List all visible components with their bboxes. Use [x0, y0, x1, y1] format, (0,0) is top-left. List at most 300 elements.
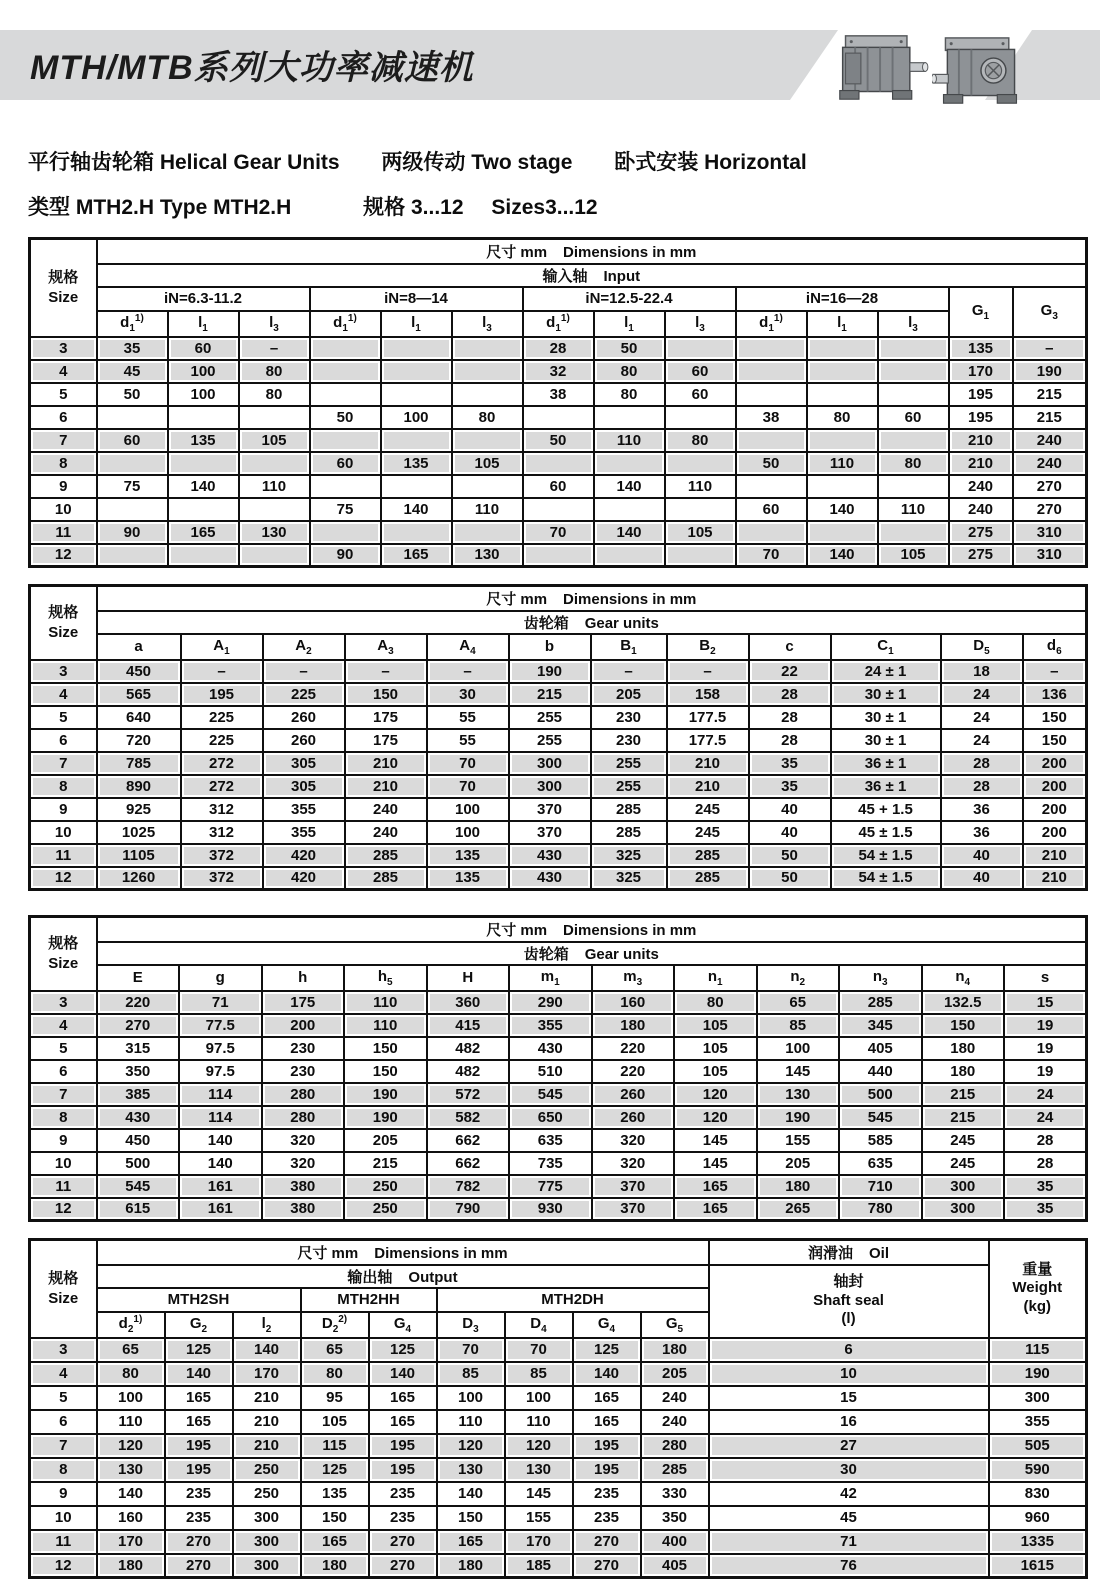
seal-value-cell: 16: [709, 1410, 989, 1434]
size-cell: 3: [30, 991, 97, 1014]
value-cell: 240: [641, 1386, 709, 1410]
value-cell: 210: [1023, 867, 1087, 890]
value-cell: 80: [452, 406, 523, 429]
value-cell: 275: [949, 521, 1013, 544]
value-cell: 150: [301, 1506, 369, 1530]
oil-header: [709, 1240, 989, 1265]
value-cell: 54 ± 1.5: [831, 844, 941, 867]
value-cell: 355: [263, 821, 345, 844]
value-cell: 220: [97, 991, 180, 1014]
value-cell: 215: [1013, 406, 1087, 429]
value-cell: 30 ± 1: [831, 706, 941, 729]
value-cell: 270: [1013, 498, 1087, 521]
size-header-zh: 规格: [48, 1270, 79, 1288]
value-cell: 50: [97, 383, 168, 406]
value-cell: 180: [97, 1554, 165, 1578]
value-cell: 150: [1023, 729, 1087, 752]
value-cell: 285: [591, 821, 667, 844]
value-cell: 140: [807, 498, 878, 521]
value-cell: [310, 337, 381, 360]
value-cell: 250: [233, 1482, 301, 1506]
col-header-G4: $G_4$: [369, 1312, 437, 1338]
value-cell: 90: [310, 544, 381, 567]
value-cell: –: [345, 660, 427, 683]
value-cell: 300: [233, 1554, 301, 1578]
value-cell: 140: [437, 1482, 505, 1506]
value-cell: [523, 498, 594, 521]
value-cell: [168, 544, 239, 567]
label-line: (l): [841, 1310, 856, 1328]
value-cell: 110: [239, 475, 310, 498]
value-cell: 28: [749, 706, 831, 729]
section-header: [97, 611, 1087, 634]
value-cell: 32: [523, 360, 594, 383]
label-line: Shaft seal: [813, 1291, 884, 1309]
value-cell: [97, 452, 168, 475]
size-row-10: [30, 821, 1087, 844]
input-shaft-table-wrap: [28, 237, 1100, 568]
value-cell: 100: [437, 1386, 505, 1410]
value-cell: 320: [592, 1129, 675, 1152]
value-cell: 782: [427, 1175, 510, 1198]
value-cell: 135: [381, 452, 452, 475]
size-cell: 8: [30, 775, 97, 798]
label-zh: 润滑油: [807, 1244, 853, 1262]
value-cell: 720: [97, 729, 181, 752]
value-cell: 582: [427, 1106, 510, 1129]
value-cell: 280: [262, 1083, 345, 1106]
weight-value-cell: 355: [989, 1410, 1087, 1434]
value-cell: [452, 337, 523, 360]
value-cell: 60: [665, 360, 736, 383]
value-cell: [97, 498, 168, 521]
value-cell: 272: [181, 752, 263, 775]
size-row-5: [30, 383, 1087, 406]
value-cell: [665, 452, 736, 475]
value-cell: 210: [667, 775, 749, 798]
col-header-d1: $d_1^{1)}$: [523, 311, 594, 337]
size-row-7: [30, 752, 1087, 775]
value-cell: 170: [97, 1530, 165, 1554]
value-cell: 200: [1023, 821, 1087, 844]
value-cell: 165: [165, 1386, 233, 1410]
value-cell: 135: [427, 867, 509, 890]
value-cell: 136: [1023, 683, 1087, 706]
value-cell: 28: [523, 337, 594, 360]
size-row-9: [30, 1129, 1087, 1152]
value-cell: 165: [573, 1410, 641, 1434]
label-line: 轴封: [833, 1272, 864, 1290]
value-cell: 230: [591, 729, 667, 752]
size-row-11: [30, 1175, 1087, 1198]
label-zh: 尺寸 mm: [486, 243, 548, 261]
value-cell: 60: [665, 383, 736, 406]
value-cell: [97, 544, 168, 567]
value-cell: [736, 383, 807, 406]
seal-value-cell: 10: [709, 1362, 989, 1386]
col-header-d2: $d_2^{1)}$: [97, 1312, 165, 1338]
size-cell: 4: [30, 683, 97, 706]
value-cell: 662: [427, 1152, 510, 1175]
value-cell: 90: [97, 521, 168, 544]
col-header-n3: $n_3$: [839, 965, 922, 991]
value-cell: [381, 475, 452, 498]
value-cell: 240: [345, 798, 427, 821]
size-cell: 5: [30, 383, 97, 406]
gear-units-dimensions-table-2: [28, 915, 1088, 1222]
size-header-en: Size: [48, 623, 79, 641]
value-cell: 205: [591, 683, 667, 706]
value-cell: 300: [509, 752, 591, 775]
size-header: [30, 917, 97, 991]
value-cell: 115: [301, 1434, 369, 1458]
value-cell: 545: [97, 1175, 180, 1198]
weight-value-cell: 505: [989, 1434, 1087, 1458]
size-row-5: [30, 1037, 1087, 1060]
gear-units-dimensions-table-1: [28, 584, 1088, 891]
value-cell: [239, 406, 310, 429]
value-cell: 28: [749, 683, 831, 706]
label-en: Dimensions in mm: [563, 921, 697, 939]
value-cell: 180: [922, 1037, 1005, 1060]
value-cell: 30 ± 1: [831, 729, 941, 752]
value-cell: 100: [427, 798, 509, 821]
value-cell: 775: [509, 1175, 592, 1198]
value-cell: 70: [523, 521, 594, 544]
value-cell: 285: [667, 844, 749, 867]
value-cell: 585: [839, 1129, 922, 1152]
value-cell: 305: [263, 752, 345, 775]
col-header-D3: $D_3$: [437, 1312, 505, 1338]
value-cell: [594, 406, 665, 429]
value-cell: 240: [1013, 452, 1087, 475]
value-cell: 1260: [97, 867, 181, 890]
value-cell: 640: [97, 706, 181, 729]
col-header-l3: $l_3$: [665, 311, 736, 337]
value-cell: 155: [757, 1129, 840, 1152]
value-cell: 280: [262, 1106, 345, 1129]
intro-line-2: [28, 191, 1100, 221]
value-cell: 210: [345, 752, 427, 775]
value-cell: 450: [97, 660, 181, 683]
group-header: iN=16—28: [736, 287, 949, 311]
value-cell: 161: [179, 1198, 262, 1221]
value-cell: –: [239, 337, 310, 360]
value-cell: 130: [505, 1458, 573, 1482]
intro-text-sizes-zh: 规格 3...12: [363, 196, 464, 219]
value-cell: 370: [592, 1198, 675, 1221]
value-cell: 155: [505, 1506, 573, 1530]
value-cell: [665, 337, 736, 360]
value-cell: 70: [437, 1338, 505, 1362]
value-cell: 75: [310, 498, 381, 521]
shaft-seal-header: [709, 1265, 989, 1338]
value-cell: 240: [949, 475, 1013, 498]
size-row-6: [30, 406, 1087, 429]
size-cell: 12: [30, 1554, 97, 1578]
value-cell: 1025: [97, 821, 181, 844]
size-cell: 9: [30, 1482, 97, 1506]
value-cell: –: [1013, 337, 1087, 360]
value-cell: 19: [1004, 1014, 1087, 1037]
size-row-11: [30, 844, 1087, 867]
value-cell: –: [427, 660, 509, 683]
value-cell: 210: [345, 775, 427, 798]
col-header-E: E: [97, 965, 180, 991]
value-cell: 210: [949, 452, 1013, 475]
section-header: [97, 942, 1087, 965]
value-cell: 205: [344, 1129, 427, 1152]
size-cell: 8: [30, 1458, 97, 1482]
output-oil-weight-table-wrap: [28, 1238, 1100, 1579]
value-cell: 275: [949, 544, 1013, 567]
value-cell: 60: [168, 337, 239, 360]
value-cell: 180: [922, 1060, 1005, 1083]
value-cell: 430: [509, 844, 591, 867]
value-cell: [239, 544, 310, 567]
value-cell: 440: [839, 1060, 922, 1083]
value-cell: [381, 429, 452, 452]
value-cell: 135: [427, 844, 509, 867]
size-cell: 8: [30, 452, 97, 475]
size-row-3: [30, 660, 1087, 683]
col-header-l1: $l_1$: [807, 311, 878, 337]
label-en: Dimensions in mm: [563, 590, 697, 608]
value-cell: –: [1023, 660, 1087, 683]
seal-value-cell: 71: [709, 1530, 989, 1554]
value-cell: 260: [263, 706, 345, 729]
value-cell: 650: [509, 1106, 592, 1129]
seal-value-cell: 45: [709, 1506, 989, 1530]
col-header-d1: $d_1^{1)}$: [310, 311, 381, 337]
size-header-zh: 规格: [48, 935, 79, 953]
group-header: MTH2HH: [301, 1288, 437, 1312]
size-row-12: [30, 867, 1087, 890]
value-cell: 165: [369, 1410, 437, 1434]
size-row-10: [30, 1152, 1087, 1175]
value-cell: 125: [301, 1458, 369, 1482]
value-cell: 180: [301, 1554, 369, 1578]
value-cell: 270: [573, 1554, 641, 1578]
value-cell: 55: [427, 729, 509, 752]
value-cell: 165: [381, 544, 452, 567]
value-cell: 105: [878, 544, 949, 567]
value-cell: 240: [1013, 429, 1087, 452]
col-header-l3: $l_3$: [452, 311, 523, 337]
value-cell: 140: [573, 1362, 641, 1386]
value-cell: [452, 429, 523, 452]
value-cell: 545: [509, 1083, 592, 1106]
value-cell: 930: [509, 1198, 592, 1221]
page-title: MTH/MTB系列大功率减速机: [30, 49, 474, 87]
value-cell: 150: [1023, 706, 1087, 729]
value-cell: 50: [736, 452, 807, 475]
value-cell: 345: [839, 1014, 922, 1037]
value-cell: 400: [641, 1530, 709, 1554]
value-cell: 80: [239, 360, 310, 383]
value-cell: 215: [344, 1152, 427, 1175]
label-en: Input: [603, 267, 641, 285]
value-cell: 300: [509, 775, 591, 798]
label-en: Gear units: [584, 614, 659, 632]
col-header-B1: $B_1$: [591, 634, 667, 660]
value-cell: 160: [592, 991, 675, 1014]
value-cell: 80: [665, 429, 736, 452]
value-cell: 200: [1023, 798, 1087, 821]
value-cell: 735: [509, 1152, 592, 1175]
value-cell: 195: [165, 1458, 233, 1482]
value-cell: 24: [1004, 1106, 1087, 1129]
group-header: iN=6.3-11.2: [97, 287, 310, 311]
col-header-A3: $A_3$: [345, 634, 427, 660]
value-cell: 890: [97, 775, 181, 798]
value-cell: [807, 337, 878, 360]
size-cell: 4: [30, 360, 97, 383]
value-cell: [381, 337, 452, 360]
value-cell: 320: [262, 1152, 345, 1175]
value-cell: 19: [1004, 1037, 1087, 1060]
size-row-7: [30, 429, 1087, 452]
value-cell: 482: [427, 1037, 510, 1060]
value-cell: [665, 498, 736, 521]
value-cell: [736, 360, 807, 383]
size-row-9: [30, 475, 1087, 498]
col-header-m3: $m_3$: [592, 965, 675, 991]
size-header-en: Size: [48, 954, 79, 972]
value-cell: 125: [369, 1338, 437, 1362]
size-cell: 8: [30, 1106, 97, 1129]
value-cell: 310: [1013, 521, 1087, 544]
value-cell: [452, 521, 523, 544]
value-cell: [594, 452, 665, 475]
size-cell: 7: [30, 429, 97, 452]
value-cell: 300: [922, 1175, 1005, 1198]
size-cell: 12: [30, 1198, 97, 1221]
value-cell: 235: [573, 1506, 641, 1530]
value-cell: 430: [509, 867, 591, 890]
value-cell: 140: [369, 1362, 437, 1386]
value-cell: 285: [641, 1458, 709, 1482]
label-en: Dimensions in mm: [374, 1244, 508, 1262]
value-cell: [878, 475, 949, 498]
value-cell: 450: [97, 1129, 180, 1152]
value-cell: 60: [736, 498, 807, 521]
size-header-zh: 规格: [48, 604, 79, 622]
seal-value-cell: 15: [709, 1386, 989, 1410]
col-header-h5: $h_5$: [344, 965, 427, 991]
weight-value-cell: 960: [989, 1506, 1087, 1530]
value-cell: 77.5: [179, 1014, 262, 1037]
value-cell: 230: [262, 1060, 345, 1083]
group-header: MTH2DH: [437, 1288, 709, 1312]
value-cell: [452, 383, 523, 406]
value-cell: 80: [239, 383, 310, 406]
value-cell: 175: [345, 729, 427, 752]
value-cell: 50: [749, 844, 831, 867]
value-cell: 140: [168, 475, 239, 498]
col-header-G2: $G_2$: [165, 1312, 233, 1338]
value-cell: 85: [757, 1014, 840, 1037]
value-cell: 105: [452, 452, 523, 475]
value-cell: 15: [1004, 991, 1087, 1014]
value-cell: 40: [941, 867, 1023, 890]
value-cell: 110: [452, 498, 523, 521]
value-cell: 80: [878, 452, 949, 475]
value-cell: 130: [757, 1083, 840, 1106]
value-cell: 28: [941, 775, 1023, 798]
value-cell: 18: [941, 660, 1023, 683]
value-cell: 85: [505, 1362, 573, 1386]
value-cell: 190: [509, 660, 591, 683]
value-cell: 165: [674, 1198, 757, 1221]
seal-value-cell: 42: [709, 1482, 989, 1506]
size-cell: 11: [30, 844, 97, 867]
value-cell: 170: [505, 1530, 573, 1554]
value-cell: 28: [1004, 1129, 1087, 1152]
value-cell: [452, 475, 523, 498]
gearbox-3d-left-image: [834, 22, 930, 114]
value-cell: 100: [168, 383, 239, 406]
value-cell: 160: [97, 1506, 165, 1530]
value-cell: 315: [97, 1037, 180, 1060]
weight-value-cell: 190: [989, 1362, 1087, 1386]
value-cell: 405: [839, 1037, 922, 1060]
col-header-C1: $C_1$: [831, 634, 941, 660]
size-header: [30, 586, 97, 660]
value-cell: [736, 521, 807, 544]
value-cell: [736, 429, 807, 452]
col-header-s: s: [1004, 965, 1087, 991]
size-row-10: [30, 498, 1087, 521]
value-cell: 40: [749, 821, 831, 844]
size-cell: 5: [30, 1037, 97, 1060]
value-cell: 80: [97, 1362, 165, 1386]
value-cell: 245: [667, 798, 749, 821]
label-zh: 尺寸 mm: [486, 921, 548, 939]
value-cell: 35: [97, 337, 168, 360]
value-cell: 285: [591, 798, 667, 821]
size-row-9: [30, 1482, 1087, 1506]
label-zh: 输出轴: [347, 1268, 393, 1286]
dimensions-header: [97, 917, 1087, 942]
value-cell: 180: [757, 1175, 840, 1198]
size-cell: 5: [30, 706, 97, 729]
value-cell: 545: [839, 1106, 922, 1129]
value-cell: 28: [941, 752, 1023, 775]
intro-block: [28, 146, 1100, 221]
value-cell: 260: [263, 729, 345, 752]
value-cell: 80: [594, 360, 665, 383]
value-cell: 235: [165, 1506, 233, 1530]
value-cell: 60: [97, 429, 168, 452]
value-cell: 300: [922, 1198, 1005, 1221]
value-cell: 205: [641, 1362, 709, 1386]
value-cell: 320: [592, 1152, 675, 1175]
value-cell: [168, 406, 239, 429]
value-cell: 350: [97, 1060, 180, 1083]
value-cell: 305: [263, 775, 345, 798]
value-cell: 28: [749, 729, 831, 752]
label-en: Gear units: [584, 945, 659, 963]
value-cell: 35: [749, 752, 831, 775]
value-cell: 65: [757, 991, 840, 1014]
value-cell: 290: [509, 991, 592, 1014]
value-cell: 235: [369, 1506, 437, 1530]
value-cell: 300: [233, 1506, 301, 1530]
label-zh: 尺寸 mm: [486, 590, 548, 608]
value-cell: 36 ± 1: [831, 775, 941, 798]
value-cell: [381, 521, 452, 544]
